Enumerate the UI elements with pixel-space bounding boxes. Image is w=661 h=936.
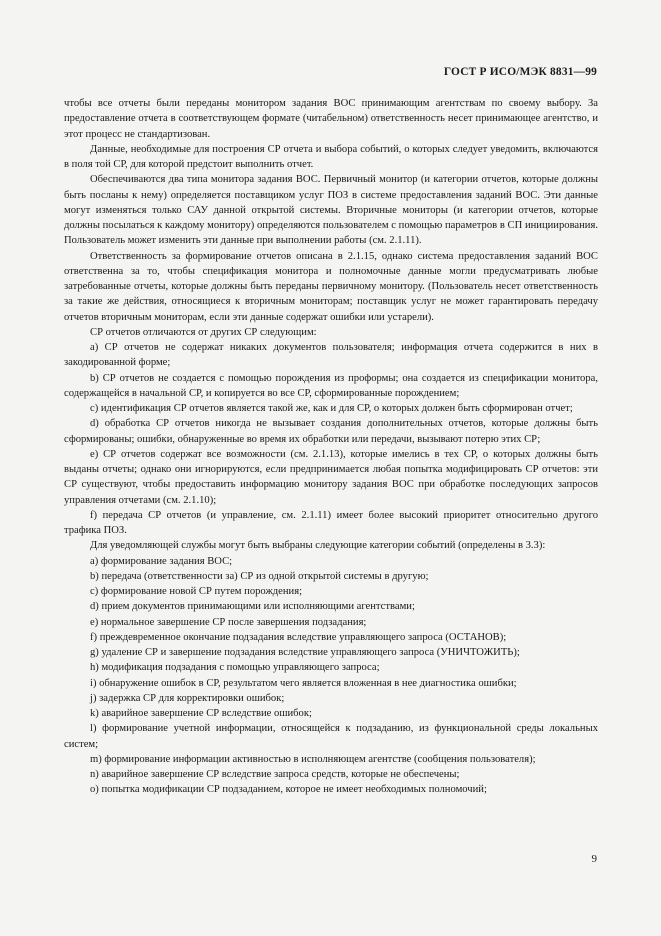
document-body [64, 96, 598, 798]
body-paragraph: g) удаление СР и завершение подзадания вследствие управляющего запроса (УНИЧТОЖИТЬ); [90, 647, 520, 658]
body-paragraph: f) преждевременное окончание подзадания вследствие управляющего запроса (ОСТАНОВ); [90, 631, 507, 643]
body-paragraph: n) аварийное завершение СР вследствие запроса средств, которые не обеспечены; [90, 769, 460, 780]
body-paragraph: j) задержка СР для корректировки ошибок; [90, 692, 285, 704]
body-paragraph: а) СР отчетов не содержат никаких документов пользователя; информация отчета содержится в них в закодированной форме; [64, 342, 598, 369]
body-paragraph: m) формирование информации активностью в исполняющем агентстве (сообщения пользователя); [90, 753, 536, 765]
body-paragraph: Обеспечиваются два типа монитора задания ВОС. Первичный монитор (и категории отчетов, которые должны быть посланы к нему) определяется поставщиком услуг ПОЗ в системе предоставления заданий ВОС. Эти данные могут изменяться только САУ данной открытой системы. Вторичные мониторы (и категории отчетов, которые должны посылаться к каждому монитору) определяются пользователем с помощью параметров в СП инициирования. Пользователь может изменить эти данные при выполнении работы (см. 2.1.11). [64, 174, 598, 247]
body-paragraph: k) аварийное завершение СР вследствие ошибок; [90, 708, 312, 719]
body-paragraph: о) попытка модификации СР подзаданием, которое не имеет необходимых полномочий; [90, 784, 487, 796]
body-paragraph: СР отчетов отличаются от других СР следующим: [90, 326, 317, 338]
body-paragraph: Для уведомляющей службы могут быть выбраны следующие категории событий (определены в 3.3): [90, 540, 546, 552]
body-paragraph: Ответственность за формирование отчетов описана в 2.1.15, однако система предоставления заданий ВОС ответственна за то, чтобы спецификация монитора и полномочные данные могли предусматривать любые затребованные отчеты, которые должны быть переданы первичному монитору. (Пользователь несет ответственность за такие же действия, относящиеся к вторичным мониторам; поставщик услуг не может гарантировать передачу отчетов вторичным мониторам, если эти данные содержат ошибки или устарели). [64, 250, 598, 323]
page-number: 9 [591, 853, 597, 865]
body-paragraph: b) передача (ответственности за) СР из одной открытой системы в другую; [90, 570, 429, 582]
body-paragraph: чтобы все отчеты были переданы монитором задания ВОС принимающим агентствам по своему выбору. За предоставление отчета в соответствующем формате (читабельном) ответственность несет принимающее агентство, и этот процесс не стандартизован. [64, 98, 598, 140]
body-paragraph: i) обнаружение ошибок в СР, результатом чего является вложенная в нее диагностика ошибки; [90, 677, 517, 689]
body-paragraph: d) обработка СР отчетов никогда не вызывает создания дополнительных отчетов, которые должны быть сформированы; ошибки, обнаруженные во время их обработки или передачи, вызывают потерю этих СР; [64, 418, 598, 445]
body-paragraph: b) СР отчетов не создается с помощью порождения из проформы; она создается из спецификации монитора, содержащейся в начальной СР, и копируется во все СР, сформированные порождением; [64, 372, 598, 399]
body-paragraph: е) СР отчетов содержат все возможности (см. 2.1.13), которые имелись в тех СР, о которых должны быть выданы отчеты; однако они игнорируются, если предпринимается любая попытка модифицировать СР отчетов: эти СР существуют, чтобы предоставить информацию монитору задания ВОС при обработке последующих запросов управления отчетами (см. 2.1.10); [64, 448, 598, 506]
body-paragraph: f) передача СР отчетов (и управление, см. 2.1.11) имеет более высокий приоритет относительно другого трафика ПОЗ. [64, 509, 598, 536]
body-paragraph: а) формирование задания ВОС; [90, 555, 233, 567]
body-paragraph: с) формирование новой СР путем порождения; [90, 586, 303, 597]
body-paragraph: Данные, необходимые для построения СР отчета и выбора событий, о которых следует уведомить, включаются в поля той СР, для которой предстоит выполнить отчет. [64, 143, 598, 170]
body-paragraph: с) идентификация СР отчетов является такой же, как и для СР, о которых должен быть сформирован отчет; [90, 403, 573, 414]
body-paragraph: е) нормальное завершение СР после завершения подзадания; [90, 616, 367, 628]
document-header: ГОСТ Р ИСО/МЭК 8831—99 [443, 66, 597, 78]
body-paragraph: d) прием документов принимающими или исполняющими агентствами; [90, 601, 415, 613]
body-paragraph: h) модификация подзадания с помощью управляющего запроса; [90, 662, 380, 674]
body-paragraph: l) формирование учетной информации, относящейся к подзаданию, из функциональной среды локальных систем; [64, 723, 598, 750]
